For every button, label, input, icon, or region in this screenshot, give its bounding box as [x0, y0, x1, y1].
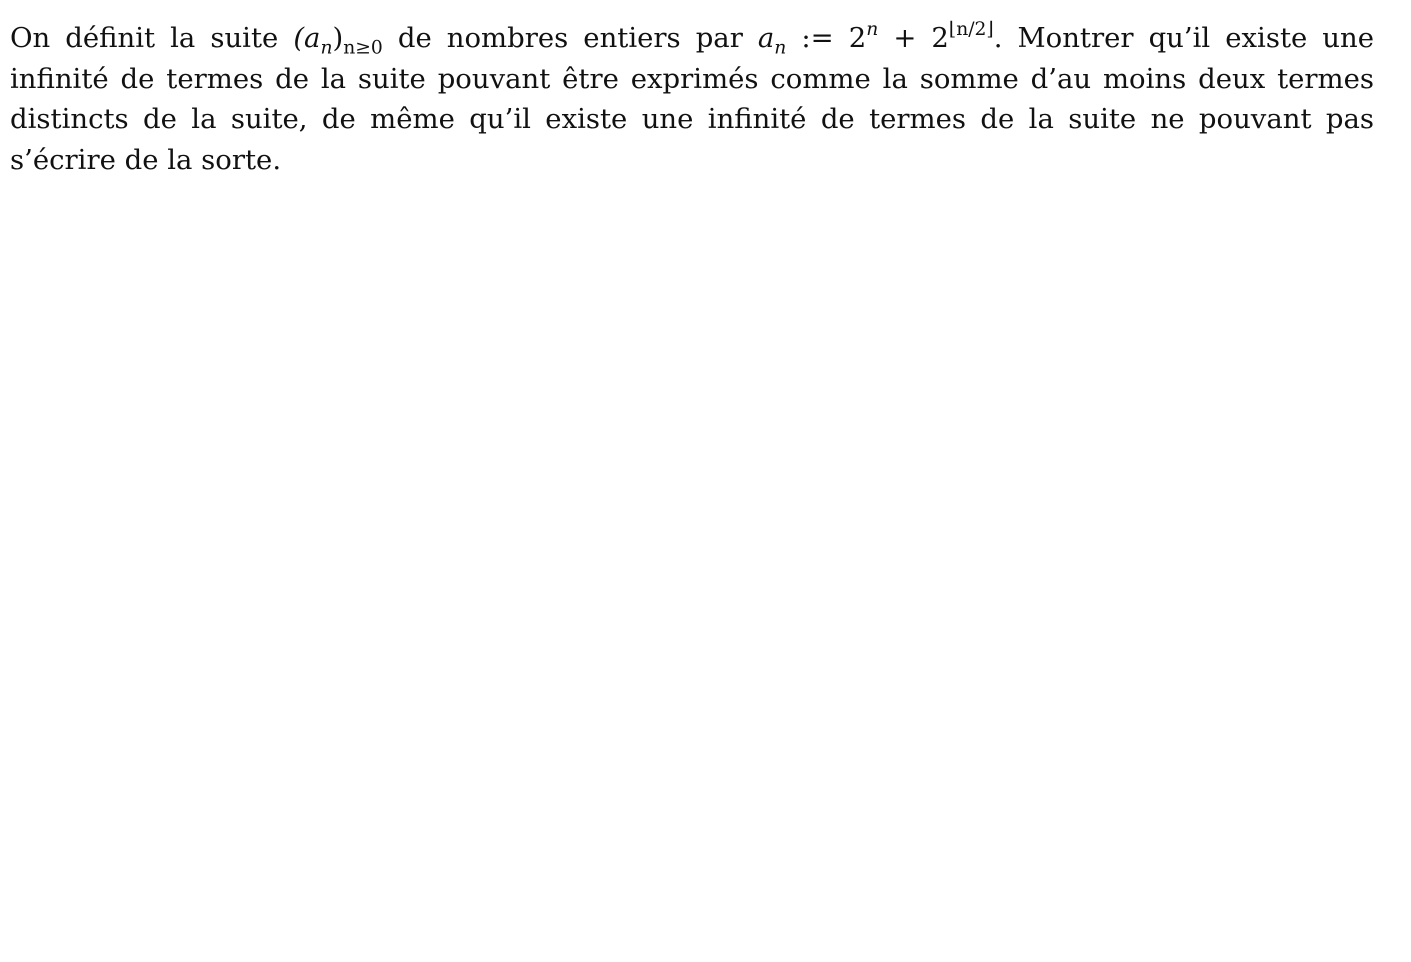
- sequence-definition-formula: $a_n$ := $2^n + 2^{⌊n/2⌋}$: [757, 19, 994, 59]
- statement-text-2: de nombres entiers par: [382, 22, 758, 54]
- problem-statement: [10, 18, 1374, 180]
- statement-text-1: On définit la suite: [10, 22, 294, 54]
- sequence-notation: $(a_n)_{n\ge 0}$: [293, 22, 383, 59]
- document-page: [10, 18, 1374, 180]
- statement-text-3: . Montrer qu’il existe une infinité de termes de la suite pouvant être exprimés comme la somme d’au moins deux termes distincts de la suite, de même qu’il existe une infinité de termes de la suite ne pouvant pas s’écrire de la sorte.: [10, 22, 1375, 176]
